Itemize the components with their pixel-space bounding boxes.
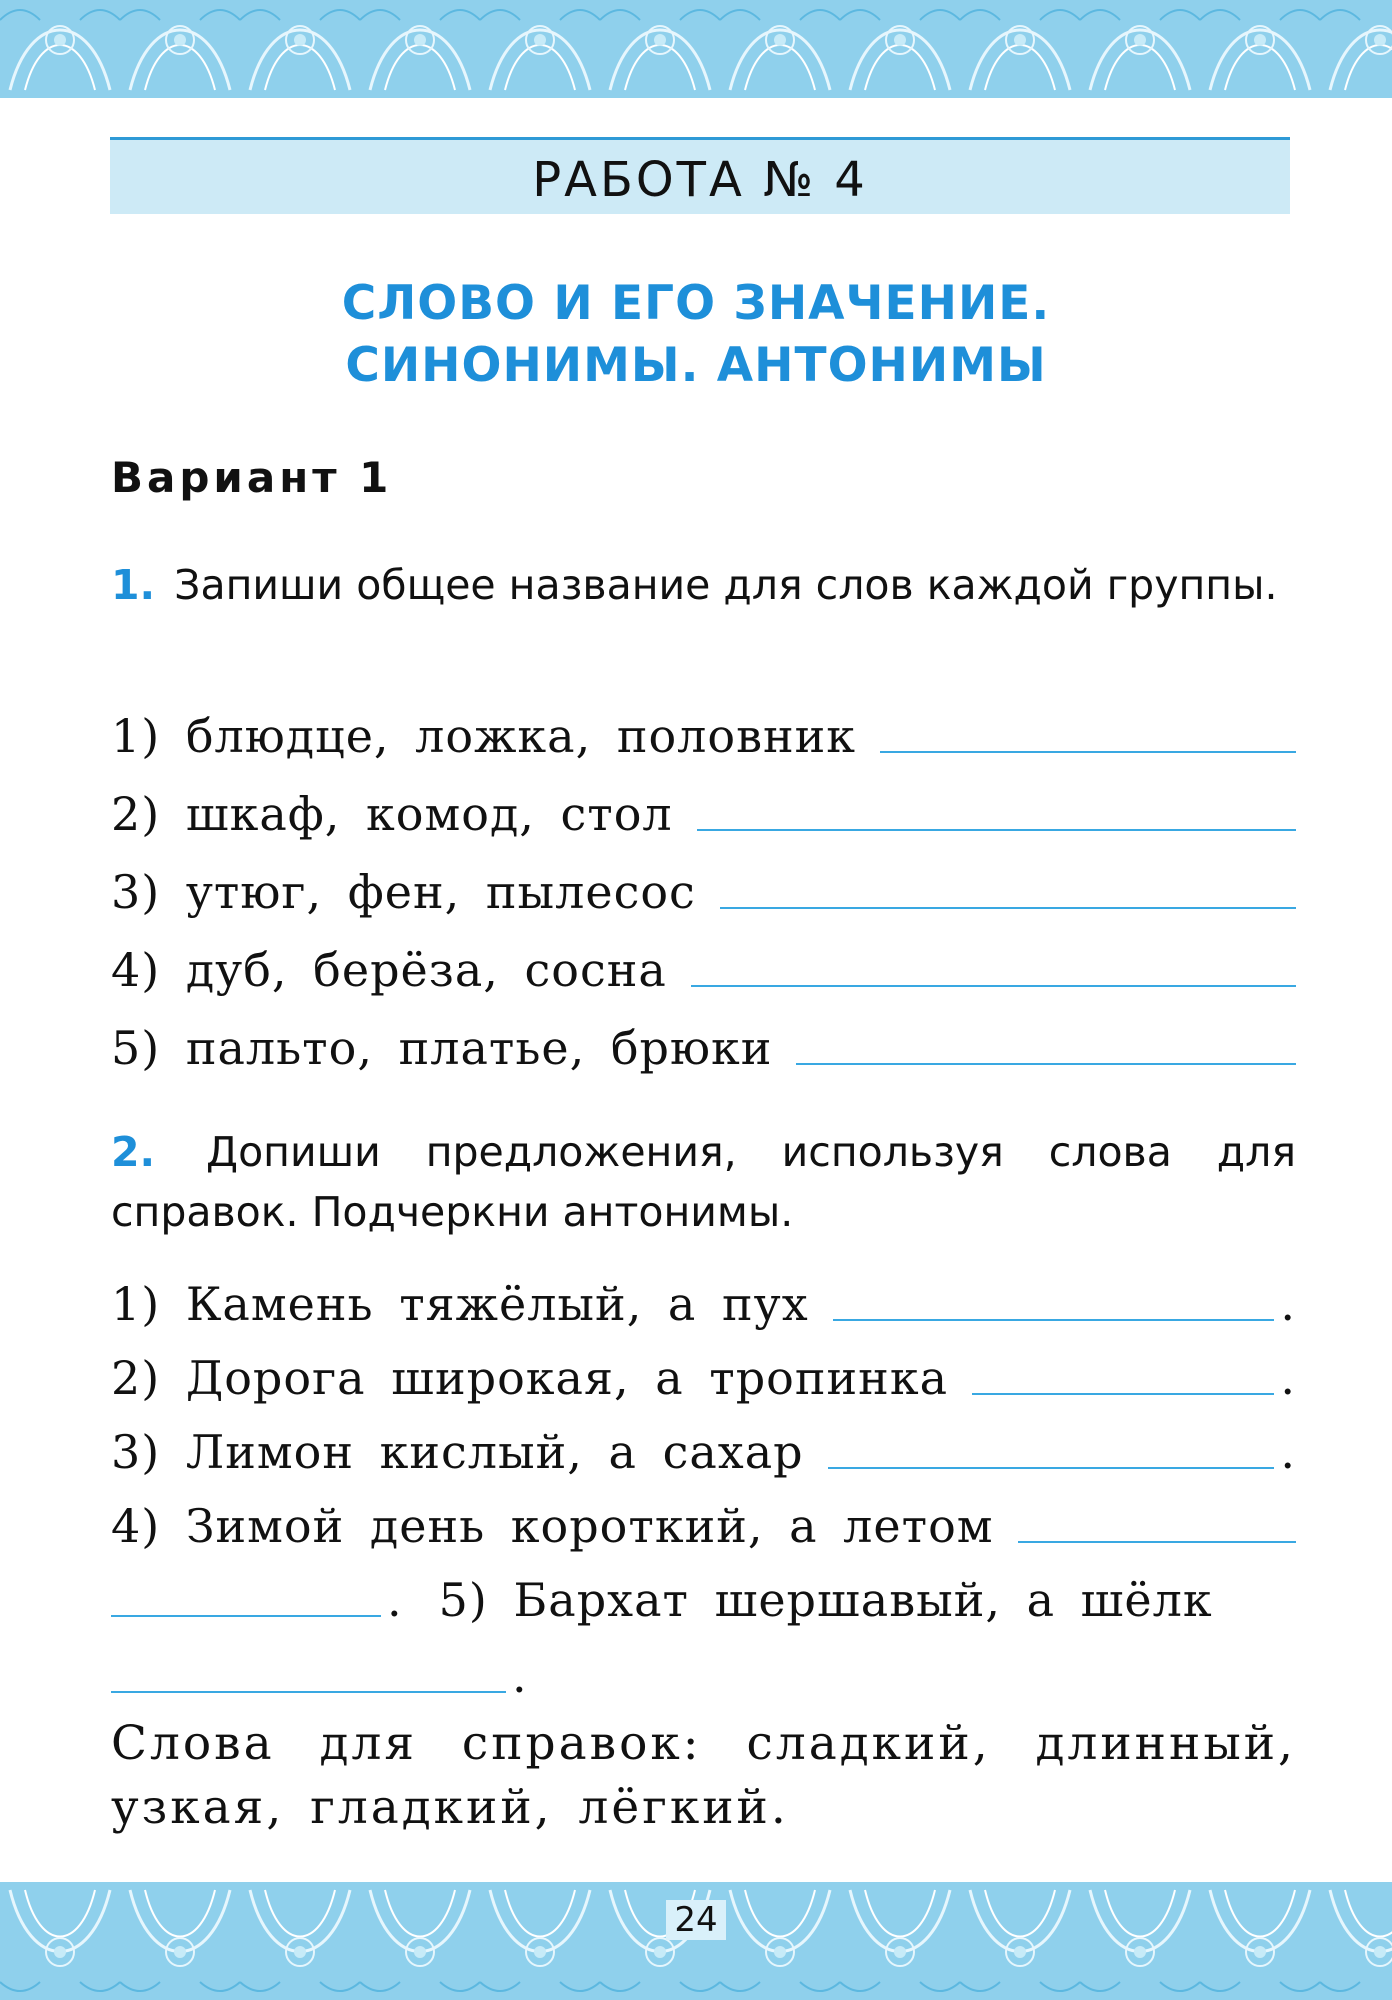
period: . [1280, 1277, 1296, 1331]
task1-item-text: 5) пальто, платье, брюки [111, 1021, 773, 1075]
answer-line[interactable] [111, 1615, 381, 1617]
variant-label: Вариант 1 [111, 453, 393, 502]
reference-words: Слова для справок: сладкий, длинный, узкая, гладкий, лёгкий. [111, 1716, 1296, 1835]
answer-line[interactable] [972, 1393, 1274, 1395]
answer-line[interactable] [796, 1063, 1296, 1065]
task1-item [111, 937, 1296, 997]
work-title: РАБОТА № 4 [532, 152, 868, 208]
period: . [387, 1573, 403, 1627]
task2-item [111, 1345, 1296, 1405]
answer-line[interactable] [111, 1691, 506, 1693]
ornament-pattern [0, 0, 1392, 98]
task1-number: 1. [111, 561, 156, 609]
answer-line[interactable] [828, 1467, 1275, 1469]
topic-title-line2: СИНОНИМЫ. АНТОНИМЫ [345, 338, 1047, 393]
task2-item-continuation [111, 1643, 1296, 1703]
task2-item [111, 1567, 1296, 1627]
period: . [1280, 1351, 1296, 1405]
task1-instruction [111, 555, 1296, 615]
topic-title-line1: СЛОВО И ЕГО ЗНАЧЕНИЕ. [341, 276, 1051, 331]
task1-item-text: 2) шкаф, комод, стол [111, 787, 673, 841]
task2-item [111, 1419, 1296, 1479]
answer-line[interactable] [833, 1319, 1275, 1321]
page-number [0, 1900, 1392, 1940]
task2-item-text: 3) Лимон кислый, а сахар [111, 1425, 804, 1479]
task2-number: 2. [111, 1128, 156, 1176]
answer-line[interactable] [691, 985, 1296, 987]
task2-item-text: 5) Бархат шершавый, а шёлк [438, 1573, 1213, 1627]
work-title-bar [110, 137, 1290, 214]
task1-item-text: 1) блюдце, ложка, половник [111, 709, 857, 763]
task2-text: Допиши предложения, используя слова для справок. Подчеркни антонимы. [111, 1128, 1296, 1236]
task2-item [111, 1493, 1296, 1553]
task2-instruction [111, 1122, 1296, 1242]
answer-line[interactable] [1018, 1541, 1296, 1543]
task1-item [111, 859, 1296, 919]
task2-item [111, 1271, 1296, 1331]
task1-item [111, 781, 1296, 841]
period: . [512, 1649, 528, 1703]
task2-item-text: 1) Камень тяжёлый, а пух [111, 1277, 809, 1331]
page-number-text: 24 [666, 1900, 725, 1940]
task2-item-text: 2) Дорога широкая, а тропинка [111, 1351, 949, 1405]
task1-item-text: 4) дуб, берёза, сосна [111, 943, 667, 997]
task1-item-text: 3) утюг, фен, пылесос [111, 865, 696, 919]
answer-line[interactable] [720, 907, 1296, 909]
task1-item [111, 703, 1296, 763]
task1-text: Запиши общее название для слов каждой группы. [174, 561, 1278, 609]
period: . [1280, 1425, 1296, 1479]
task1-item [111, 1015, 1296, 1075]
decorative-top-border [0, 0, 1392, 98]
task2-item-text: 4) Зимой день короткий, а летом [111, 1499, 994, 1553]
answer-line[interactable] [697, 829, 1296, 831]
answer-line[interactable] [880, 751, 1296, 753]
